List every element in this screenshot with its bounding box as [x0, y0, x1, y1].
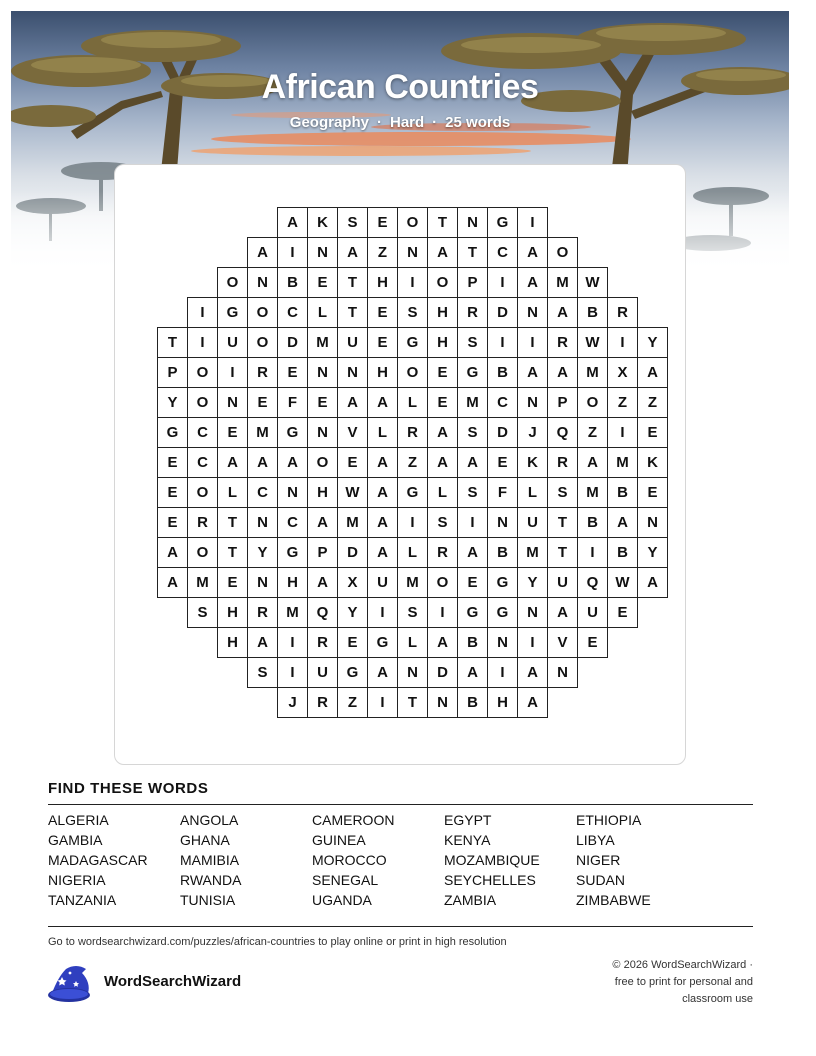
- word-list-item: ALGERIA: [48, 812, 109, 828]
- word-list-item: MADAGASCAR: [48, 852, 148, 868]
- grid-cell[interactable]: A: [427, 447, 458, 478]
- grid-cell[interactable]: E: [427, 357, 458, 388]
- grid-cell[interactable]: C: [487, 387, 518, 418]
- grid-cell[interactable]: Q: [577, 567, 608, 598]
- grid-cell[interactable]: I: [187, 327, 218, 358]
- grid-cell[interactable]: E: [487, 447, 518, 478]
- grid-cell[interactable]: H: [367, 357, 398, 388]
- grid-cell[interactable]: G: [277, 417, 308, 448]
- grid-cell[interactable]: I: [517, 327, 548, 358]
- grid-cell[interactable]: Z: [607, 387, 638, 418]
- grid-cell[interactable]: A: [517, 657, 548, 688]
- grid-cell[interactable]: I: [487, 657, 518, 688]
- grid-cell[interactable]: G: [277, 537, 308, 568]
- grid-cell[interactable]: W: [607, 567, 638, 598]
- grid-cell[interactable]: U: [367, 567, 398, 598]
- meta-separator: ·: [432, 114, 438, 131]
- grid-cell[interactable]: A: [427, 417, 458, 448]
- word-list-item: ZIMBABWE: [576, 892, 651, 908]
- grid-cell[interactable]: M: [517, 537, 548, 568]
- grid-cell[interactable]: D: [487, 417, 518, 448]
- grid-cell[interactable]: Z: [337, 687, 368, 718]
- grid-cell[interactable]: B: [457, 627, 488, 658]
- grid-cell[interactable]: A: [247, 237, 278, 268]
- grid-cell[interactable]: L: [397, 537, 428, 568]
- grid-cell[interactable]: O: [427, 567, 458, 598]
- grid-cell[interactable]: N: [517, 297, 548, 328]
- grid-cell[interactable]: G: [487, 207, 518, 238]
- grid-cell[interactable]: N: [247, 567, 278, 598]
- grid-cell[interactable]: K: [307, 207, 338, 238]
- grid-cell[interactable]: G: [457, 357, 488, 388]
- grid-cell[interactable]: N: [547, 657, 578, 688]
- grid-cell[interactable]: O: [577, 387, 608, 418]
- grid-cell[interactable]: N: [217, 387, 248, 418]
- grid-cell[interactable]: E: [157, 507, 188, 538]
- copyright-line: © 2026 WordSearchWizard ·: [612, 959, 753, 971]
- word-list-item: ZAMBIA: [444, 892, 497, 908]
- grid-cell[interactable]: E: [457, 567, 488, 598]
- grid-cell[interactable]: C: [277, 297, 308, 328]
- word-list-item: LIBYA: [576, 832, 615, 848]
- grid-cell[interactable]: R: [547, 447, 578, 478]
- letter-grid: [158, 208, 671, 721]
- grid-cell[interactable]: Y: [517, 567, 548, 598]
- grid-cell[interactable]: O: [187, 537, 218, 568]
- grid-cell[interactable]: I: [427, 597, 458, 628]
- grid-cell[interactable]: N: [337, 357, 368, 388]
- grid-cell[interactable]: R: [307, 627, 338, 658]
- grid-cell[interactable]: P: [457, 267, 488, 298]
- grid-cell[interactable]: E: [637, 417, 668, 448]
- word-list-item: SEYCHELLES: [444, 872, 536, 888]
- copyright-line: classroom use: [682, 993, 753, 1005]
- grid-cell[interactable]: M: [577, 477, 608, 508]
- grid-cell[interactable]: I: [487, 267, 518, 298]
- grid-cell[interactable]: C: [277, 507, 308, 538]
- grid-cell[interactable]: Z: [367, 237, 398, 268]
- grid-cell[interactable]: O: [187, 357, 218, 388]
- grid-cell[interactable]: A: [157, 567, 188, 598]
- grid-cell[interactable]: E: [277, 357, 308, 388]
- grid-cell[interactable]: A: [307, 507, 338, 538]
- grid-cell[interactable]: G: [487, 567, 518, 598]
- grid-cell[interactable]: W: [337, 477, 368, 508]
- grid-cell[interactable]: I: [607, 417, 638, 448]
- grid-cell[interactable]: G: [487, 597, 518, 628]
- grid-cell[interactable]: O: [397, 357, 428, 388]
- grid-cell[interactable]: A: [427, 237, 458, 268]
- grid-cell[interactable]: A: [637, 357, 668, 388]
- grid-cell[interactable]: B: [487, 537, 518, 568]
- grid-cell[interactable]: H: [427, 297, 458, 328]
- grid-cell[interactable]: E: [307, 387, 338, 418]
- grid-cell[interactable]: H: [367, 267, 398, 298]
- page-title: African Countries: [261, 68, 539, 106]
- grid-cell[interactable]: I: [517, 207, 548, 238]
- grid-cell[interactable]: N: [517, 387, 548, 418]
- grid-cell[interactable]: B: [607, 537, 638, 568]
- grid-cell[interactable]: B: [277, 267, 308, 298]
- grid-cell[interactable]: A: [547, 357, 578, 388]
- grid-cell[interactable]: C: [487, 237, 518, 268]
- grid-cell[interactable]: I: [277, 627, 308, 658]
- grid-cell[interactable]: S: [337, 207, 368, 238]
- grid-cell[interactable]: O: [187, 477, 218, 508]
- grid-cell[interactable]: A: [367, 477, 398, 508]
- grid-cell[interactable]: O: [217, 267, 248, 298]
- word-list-item: ETHIOPIA: [576, 812, 642, 828]
- grid-cell[interactable]: C: [247, 477, 278, 508]
- grid-cell[interactable]: A: [637, 567, 668, 598]
- grid-cell[interactable]: H: [307, 477, 338, 508]
- grid-cell[interactable]: N: [247, 267, 278, 298]
- grid-cell[interactable]: I: [277, 237, 308, 268]
- grid-cell[interactable]: Z: [397, 447, 428, 478]
- grid-cell[interactable]: Y: [637, 327, 668, 358]
- grid-cell[interactable]: G: [367, 627, 398, 658]
- grid-cell[interactable]: X: [607, 357, 638, 388]
- grid-cell[interactable]: Q: [547, 417, 578, 448]
- grid-cell[interactable]: T: [397, 687, 428, 718]
- word-list-item: GAMBIA: [48, 832, 103, 848]
- grid-cell[interactable]: B: [577, 507, 608, 538]
- grid-cell[interactable]: E: [607, 597, 638, 628]
- grid-cell[interactable]: P: [157, 357, 188, 388]
- grid-cell[interactable]: O: [247, 327, 278, 358]
- grid-cell[interactable]: S: [427, 507, 458, 538]
- grid-cell[interactable]: S: [397, 297, 428, 328]
- grid-cell[interactable]: O: [187, 387, 218, 418]
- grid-cell[interactable]: C: [187, 447, 218, 478]
- grid-cell[interactable]: M: [337, 507, 368, 538]
- divider: [48, 926, 753, 927]
- grid-cell[interactable]: G: [397, 477, 428, 508]
- grid-cell[interactable]: W: [577, 327, 608, 358]
- word-count-label: 25 words: [445, 114, 511, 131]
- grid-cell[interactable]: R: [457, 297, 488, 328]
- grid-cell[interactable]: B: [607, 477, 638, 508]
- grid-cell[interactable]: I: [397, 267, 428, 298]
- word-list-item: SENEGAL: [312, 872, 379, 888]
- grid-cell[interactable]: A: [307, 567, 338, 598]
- grid-cell[interactable]: K: [637, 447, 668, 478]
- grid-cell[interactable]: A: [247, 627, 278, 658]
- grid-cell[interactable]: F: [277, 387, 308, 418]
- grid-cell[interactable]: E: [247, 387, 278, 418]
- grid-cell[interactable]: C: [187, 417, 218, 448]
- word-list-item: RWANDA: [180, 872, 242, 888]
- grid-cell[interactable]: I: [457, 507, 488, 538]
- grid-cell[interactable]: E: [367, 207, 398, 238]
- grid-cell[interactable]: S: [457, 417, 488, 448]
- grid-cell[interactable]: N: [457, 207, 488, 238]
- grid-cell[interactable]: M: [247, 417, 278, 448]
- grid-cell[interactable]: L: [397, 387, 428, 418]
- grid-cell[interactable]: S: [457, 327, 488, 358]
- word-list-item: EGYPT: [444, 812, 492, 828]
- grid-cell[interactable]: M: [607, 447, 638, 478]
- grid-cell[interactable]: T: [337, 267, 368, 298]
- grid-cell[interactable]: D: [337, 537, 368, 568]
- grid-cell[interactable]: I: [277, 657, 308, 688]
- grid-cell[interactable]: H: [217, 627, 248, 658]
- grid-cell[interactable]: T: [157, 327, 188, 358]
- grid-cell[interactable]: J: [277, 687, 308, 718]
- word-list-item: TANZANIA: [48, 892, 117, 908]
- grid-cell[interactable]: E: [217, 567, 248, 598]
- grid-cell[interactable]: S: [457, 477, 488, 508]
- grid-cell[interactable]: M: [277, 597, 308, 628]
- grid-cell[interactable]: N: [277, 477, 308, 508]
- grid-cell[interactable]: E: [307, 267, 338, 298]
- grid-cell[interactable]: L: [367, 417, 398, 448]
- grid-cell[interactable]: D: [277, 327, 308, 358]
- grid-cell[interactable]: D: [427, 657, 458, 688]
- grid-cell[interactable]: A: [517, 687, 548, 718]
- grid-cell[interactable]: P: [547, 387, 578, 418]
- online-link-text[interactable]: Go to wordsearchwizard.com/puzzles/african-countries to play online or print in high resolution: [48, 936, 507, 948]
- grid-cell[interactable]: A: [367, 657, 398, 688]
- grid-cell[interactable]: T: [457, 237, 488, 268]
- grid-cell[interactable]: S: [187, 597, 218, 628]
- grid-cell[interactable]: A: [367, 537, 398, 568]
- grid-cell[interactable]: N: [307, 237, 338, 268]
- grid-cell[interactable]: E: [157, 477, 188, 508]
- grid-cell[interactable]: N: [487, 507, 518, 538]
- grid-cell[interactable]: N: [397, 237, 428, 268]
- word-list-item: GHANA: [180, 832, 230, 848]
- word-list-item: GUINEA: [312, 832, 366, 848]
- grid-cell[interactable]: A: [517, 267, 548, 298]
- grid-cell[interactable]: I: [397, 507, 428, 538]
- word-list-heading: FIND THESE WORDS: [48, 780, 209, 797]
- grid-cell[interactable]: N: [307, 357, 338, 388]
- grid-cell[interactable]: A: [367, 447, 398, 478]
- grid-cell[interactable]: R: [607, 297, 638, 328]
- grid-cell[interactable]: Z: [637, 387, 668, 418]
- grid-cell[interactable]: A: [337, 237, 368, 268]
- grid-cell[interactable]: L: [397, 627, 428, 658]
- grid-cell[interactable]: E: [157, 447, 188, 478]
- grid-cell[interactable]: I: [577, 537, 608, 568]
- grid-cell[interactable]: U: [217, 327, 248, 358]
- word-list-item: NIGERIA: [48, 872, 106, 888]
- grid-cell[interactable]: Y: [337, 597, 368, 628]
- grid-cell[interactable]: G: [397, 327, 428, 358]
- grid-cell[interactable]: M: [397, 567, 428, 598]
- grid-cell[interactable]: A: [457, 447, 488, 478]
- word-list-item: SUDAN: [576, 872, 626, 888]
- grid-cell[interactable]: A: [547, 297, 578, 328]
- grid-cell[interactable]: N: [637, 507, 668, 538]
- grid-cell[interactable]: L: [307, 297, 338, 328]
- grid-cell[interactable]: T: [337, 297, 368, 328]
- grid-cell[interactable]: U: [517, 507, 548, 538]
- grid-cell[interactable]: U: [547, 567, 578, 598]
- grid-cell[interactable]: J: [517, 417, 548, 448]
- grid-cell[interactable]: X: [337, 567, 368, 598]
- grid-cell[interactable]: A: [607, 507, 638, 538]
- grid-cell[interactable]: L: [427, 477, 458, 508]
- grid-cell[interactable]: G: [157, 417, 188, 448]
- grid-cell[interactable]: A: [547, 597, 578, 628]
- grid-cell[interactable]: O: [307, 447, 338, 478]
- grid-cell[interactable]: V: [337, 417, 368, 448]
- grid-cell[interactable]: W: [577, 267, 608, 298]
- grid-cell[interactable]: A: [367, 387, 398, 418]
- grid-cell[interactable]: A: [217, 447, 248, 478]
- puzzle-meta: [11, 114, 789, 131]
- grid-cell[interactable]: N: [427, 687, 458, 718]
- grid-cell[interactable]: B: [457, 687, 488, 718]
- grid-cell[interactable]: E: [427, 387, 458, 418]
- word-list-item: ANGOLA: [180, 812, 239, 828]
- word-list-item: MOZAMBIQUE: [444, 852, 540, 868]
- grid-cell[interactable]: A: [247, 447, 278, 478]
- grid-cell[interactable]: S: [247, 657, 278, 688]
- grid-cell[interactable]: U: [337, 327, 368, 358]
- grid-cell[interactable]: I: [367, 597, 398, 628]
- grid-cell[interactable]: R: [397, 417, 428, 448]
- grid-cell[interactable]: N: [307, 417, 338, 448]
- grid-cell[interactable]: O: [397, 207, 428, 238]
- grid-cell[interactable]: G: [217, 297, 248, 328]
- grid-cell[interactable]: B: [577, 297, 608, 328]
- grid-cell[interactable]: A: [277, 207, 308, 238]
- grid-cell[interactable]: T: [547, 507, 578, 538]
- grid-cell[interactable]: Y: [247, 537, 278, 568]
- grid-cell[interactable]: G: [457, 597, 488, 628]
- grid-cell[interactable]: G: [337, 657, 368, 688]
- grid-cell[interactable]: O: [427, 267, 458, 298]
- grid-cell[interactable]: E: [367, 327, 398, 358]
- grid-cell[interactable]: H: [277, 567, 308, 598]
- grid-cell[interactable]: V: [547, 627, 578, 658]
- grid-cell[interactable]: Y: [157, 387, 188, 418]
- grid-cell[interactable]: I: [607, 327, 638, 358]
- grid-cell[interactable]: I: [487, 327, 518, 358]
- grid-cell[interactable]: T: [217, 537, 248, 568]
- brand-name[interactable]: WordSearchWizard: [104, 973, 242, 990]
- grid-cell[interactable]: A: [577, 447, 608, 478]
- grid-cell[interactable]: U: [307, 657, 338, 688]
- grid-cell[interactable]: I: [367, 687, 398, 718]
- copyright-line: free to print for personal and: [614, 976, 753, 988]
- word-list-item: MOROCCO: [312, 852, 387, 868]
- meta-separator: ·: [376, 114, 382, 131]
- grid-cell[interactable]: A: [157, 537, 188, 568]
- grid-cell[interactable]: R: [547, 327, 578, 358]
- grid-cell[interactable]: I: [517, 627, 548, 658]
- grid-cell[interactable]: A: [277, 447, 308, 478]
- grid-cell[interactable]: E: [337, 627, 368, 658]
- grid-cell[interactable]: L: [217, 477, 248, 508]
- grid-cell[interactable]: A: [337, 387, 368, 418]
- grid-cell[interactable]: M: [187, 567, 218, 598]
- grid-cell[interactable]: R: [247, 357, 278, 388]
- grid-cell[interactable]: N: [397, 657, 428, 688]
- grid-cell[interactable]: I: [187, 297, 218, 328]
- grid-cell[interactable]: H: [487, 687, 518, 718]
- wizard-hat-icon: [46, 963, 92, 1005]
- copyright-notice: [553, 957, 753, 1008]
- grid-cell[interactable]: U: [577, 597, 608, 628]
- grid-cell[interactable]: A: [427, 627, 458, 658]
- grid-cell[interactable]: E: [337, 447, 368, 478]
- grid-cell[interactable]: Q: [307, 597, 338, 628]
- grid-cell[interactable]: B: [487, 357, 518, 388]
- grid-cell[interactable]: M: [577, 357, 608, 388]
- grid-cell[interactable]: M: [547, 267, 578, 298]
- grid-cell[interactable]: P: [307, 537, 338, 568]
- grid-cell[interactable]: H: [217, 597, 248, 628]
- grid-cell[interactable]: O: [247, 297, 278, 328]
- grid-cell[interactable]: O: [547, 237, 578, 268]
- grid-cell[interactable]: E: [577, 627, 608, 658]
- word-list-item: CAMEROON: [312, 812, 395, 828]
- grid-cell[interactable]: A: [517, 357, 548, 388]
- grid-cell[interactable]: Y: [637, 537, 668, 568]
- grid-cell[interactable]: T: [427, 207, 458, 238]
- grid-cell[interactable]: K: [517, 447, 548, 478]
- grid-cell[interactable]: N: [247, 507, 278, 538]
- grid-cell[interactable]: M: [307, 327, 338, 358]
- grid-cell[interactable]: D: [487, 297, 518, 328]
- word-list-item: KENYA: [444, 832, 491, 848]
- grid-cell[interactable]: M: [457, 387, 488, 418]
- grid-cell[interactable]: T: [217, 507, 248, 538]
- grid-cell[interactable]: E: [637, 477, 668, 508]
- grid-cell[interactable]: S: [397, 597, 428, 628]
- grid-cell[interactable]: F: [487, 477, 518, 508]
- word-list-item: MAMIBIA: [180, 852, 240, 868]
- grid-cell[interactable]: I: [217, 357, 248, 388]
- word-list-item: TUNISIA: [180, 892, 236, 908]
- grid-cell[interactable]: L: [517, 477, 548, 508]
- grid-cell[interactable]: E: [367, 297, 398, 328]
- grid-cell[interactable]: A: [457, 537, 488, 568]
- grid-cell[interactable]: N: [517, 597, 548, 628]
- grid-cell[interactable]: E: [217, 417, 248, 448]
- grid-cell[interactable]: A: [367, 507, 398, 538]
- grid-cell[interactable]: A: [457, 657, 488, 688]
- grid-cell[interactable]: H: [427, 327, 458, 358]
- grid-cell[interactable]: R: [247, 597, 278, 628]
- category-label: Geography: [289, 114, 369, 131]
- grid-cell[interactable]: Z: [577, 417, 608, 448]
- divider: [48, 804, 753, 805]
- grid-cell[interactable]: T: [547, 537, 578, 568]
- grid-cell[interactable]: R: [187, 507, 218, 538]
- grid-cell[interactable]: R: [427, 537, 458, 568]
- grid-cell[interactable]: R: [307, 687, 338, 718]
- grid-cell[interactable]: A: [517, 237, 548, 268]
- word-list-item: NIGER: [576, 852, 621, 868]
- difficulty-label: Hard: [389, 114, 425, 131]
- grid-cell[interactable]: S: [547, 477, 578, 508]
- grid-cell[interactable]: N: [487, 627, 518, 658]
- word-list-item: UGANDA: [312, 892, 372, 908]
